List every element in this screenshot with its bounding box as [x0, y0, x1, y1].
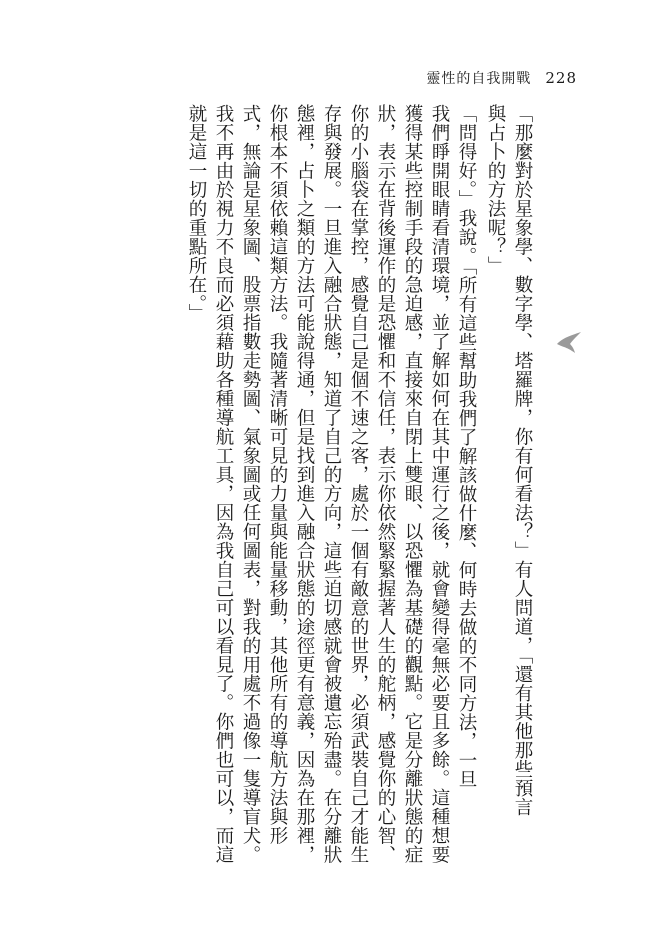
body-text — [175, 104, 535, 864]
text-column-8: 存與發展。一旦進入融合狀態，知道了自己的方向，這些迫切感就會被遺忘殆盡。在分離狀 — [321, 104, 342, 864]
text-column-11: 式，無論是星象圖、股票指數走勢圖、氣象圖或任何圖表，對我的用處不過像一隻導盲犬。 — [240, 104, 261, 864]
text-column-1: 「那麼對於星象學、數字學、塔羅牌，你有何看法？」有人問道，「還有其他那些預言 — [512, 104, 533, 817]
page-number: 228 — [545, 69, 577, 87]
book-title: 靈性的自我開戰 — [426, 71, 532, 87]
text-column-4: 我們睜開眼睛看清環境，並了解如何在其中運行之後，就會變得毫無必要且多餘。這種想要 — [429, 104, 450, 864]
bird-icon — [555, 330, 583, 354]
text-column-2: 與占卜的方法呢？」 — [485, 104, 506, 275]
text-column-6: 狀，表示在背後運作的是恐懼和不信任，表示你依然緊緊握著人生的舵柄，感覺你的心智、 — [375, 104, 396, 864]
text-column-12: 我不再由於視力不良而必須藉助各種導航工具，因為我自己可以看見了。你們也可以，而這 — [213, 104, 234, 864]
text-column-7: 你的小腦袋在掌控，感覺自己是個不速之客，處於一個有敵意的世界，必須武裝自己才能生 — [348, 104, 369, 864]
text-column-13: 就是這一切的重點所在。」 — [186, 104, 207, 323]
running-header — [426, 68, 577, 88]
text-column-9: 態裡，占卜之類的方法可能說得通，但是找到進入融合狀態的途徑更有意義，因為在那裡， — [294, 104, 315, 864]
text-column-3: 「問得好。」我說。「所有這些幫助我們了解該做什麼、何時去做的不同方法，一旦 — [456, 104, 477, 789]
text-column-10: 你根本不須依賴這類方法。我隨著清晰可見的力量與能量移動，其他所有的導航方法與形 — [267, 104, 288, 845]
text-column-5: 獲得某些控制手段的急迫感，直接來自閉上雙眼、以恐懼為基礎的觀點。它是分離狀態的症 — [402, 104, 423, 864]
